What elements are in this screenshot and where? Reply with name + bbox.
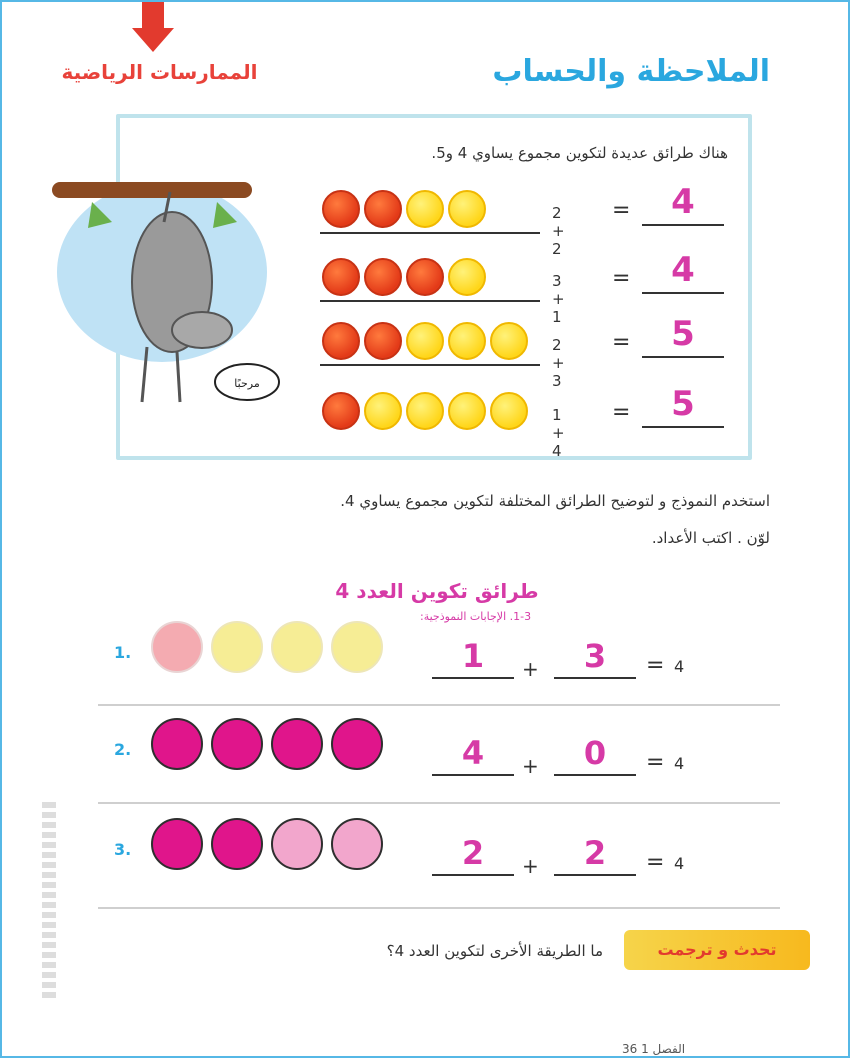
expression: 3 + 1 [552,272,565,326]
red-counter [322,258,360,296]
red-counter [364,258,402,296]
yellow-counter [406,190,444,228]
practice-label: الممارسات الرياضية [61,60,258,84]
answer: 4 [671,182,695,222]
exercise-number: 3. [114,840,132,859]
expression: 2 + 2 [552,204,565,258]
scribbled-yellow-counter [331,621,383,673]
exercise-3 [114,814,714,894]
expression: 2 + 3 [552,336,565,390]
counter-group [151,718,383,770]
yellow-counter [490,392,528,430]
red-counter [322,392,360,430]
row-underline [320,364,540,366]
exercise-1 [114,617,714,697]
addend-2: 3 [583,637,607,675]
red-counter [406,258,444,296]
red-counter [322,190,360,228]
magenta-counter [211,818,263,870]
equals-sign: = [646,653,665,678]
yellow-counter [364,392,402,430]
equals-sign: = [646,850,665,875]
answer-line [642,426,724,428]
instruction-line-2: لوّن . اكتب الأعداد. [651,529,770,547]
expression: 1 + 4 [552,406,565,460]
counter-group [151,621,383,673]
equals-sign: = [612,400,631,425]
divider [98,907,780,909]
answer-line [642,224,724,226]
plus-sign: + [522,657,539,681]
instruction-line-1: استخدم النموذج و لتوضيح الطرائق المختلفة لتكوين مجموع يساوي 4. [340,492,770,510]
yellow-counter [406,322,444,360]
plus-sign: + [522,754,539,778]
counter-group [322,392,528,430]
answer-line [642,292,724,294]
counter-group [322,190,486,228]
answer-line [642,356,724,358]
section-heading: طرائق تكوين العدد 4 [335,579,539,603]
plus-sign: + [522,854,539,878]
magenta-counter [151,718,203,770]
addend-1: 2 [461,834,485,872]
sum-value: 4 [674,657,685,676]
addend-1: 1 [461,637,485,675]
answer: 5 [671,384,695,424]
yellow-counter [448,190,486,228]
scribbled-yellow-counter [271,621,323,673]
red-counter [364,190,402,228]
row-underline [320,232,540,234]
magenta-counter [331,718,383,770]
scribbled-yellow-counter [211,621,263,673]
addend-2-line [554,874,636,876]
yellow-counter [490,322,528,360]
equals-sign: = [646,750,665,775]
addend-2-line [554,677,636,679]
page-footer: 36 الفصل 1 [622,1042,686,1056]
equals-sign: = [612,266,631,291]
page-title: الملاحظة والحساب [492,54,770,89]
exercise-2 [114,714,714,794]
yellow-counter [448,392,486,430]
scribbled-red-counter [151,621,203,673]
addend-1: 4 [461,734,485,772]
counter-group [322,322,528,360]
pink-counter [271,818,323,870]
magenta-counter [211,718,263,770]
addend-1-line [432,677,514,679]
exercise-number: 2. [114,740,132,759]
sum-value: 4 [674,754,685,773]
addend-2: 2 [583,834,607,872]
sum-value: 4 [674,854,685,873]
yellow-counter [448,322,486,360]
speech-bubble-text: مرحبًا [234,377,260,390]
red-counter [322,322,360,360]
talk-question: ما الطريقة الأخرى لتكوين العدد 4؟ [386,942,603,960]
yellow-counter [448,258,486,296]
red-counter [364,322,402,360]
addend-1-line [432,874,514,876]
addend-1-line [432,774,514,776]
divider [98,704,780,706]
talk-badge: تحدث و ترجمت [624,930,810,970]
magenta-counter [151,818,203,870]
answer-note: 1-3. الإجابات النموذجية: [420,610,532,623]
equals-sign: = [612,330,631,355]
equals-sign: = [612,198,631,223]
hanging-possum-illustration [52,162,292,422]
counter-group [322,258,486,296]
addend-2: 0 [583,734,607,772]
divider [98,802,780,804]
speech-bubble [215,364,279,400]
copyright-strip [42,802,56,1002]
magenta-counter [271,718,323,770]
answer: 5 [671,314,695,354]
row-underline [320,300,540,302]
addend-2-line [554,774,636,776]
answer: 4 [671,250,695,290]
exercise-number: 1. [114,643,132,662]
yellow-counter [406,392,444,430]
intro-text: هناك طرائق عديدة لتكوين مجموع يساوي 4 و5. [431,144,728,162]
counter-group [151,818,383,870]
pink-counter [331,818,383,870]
